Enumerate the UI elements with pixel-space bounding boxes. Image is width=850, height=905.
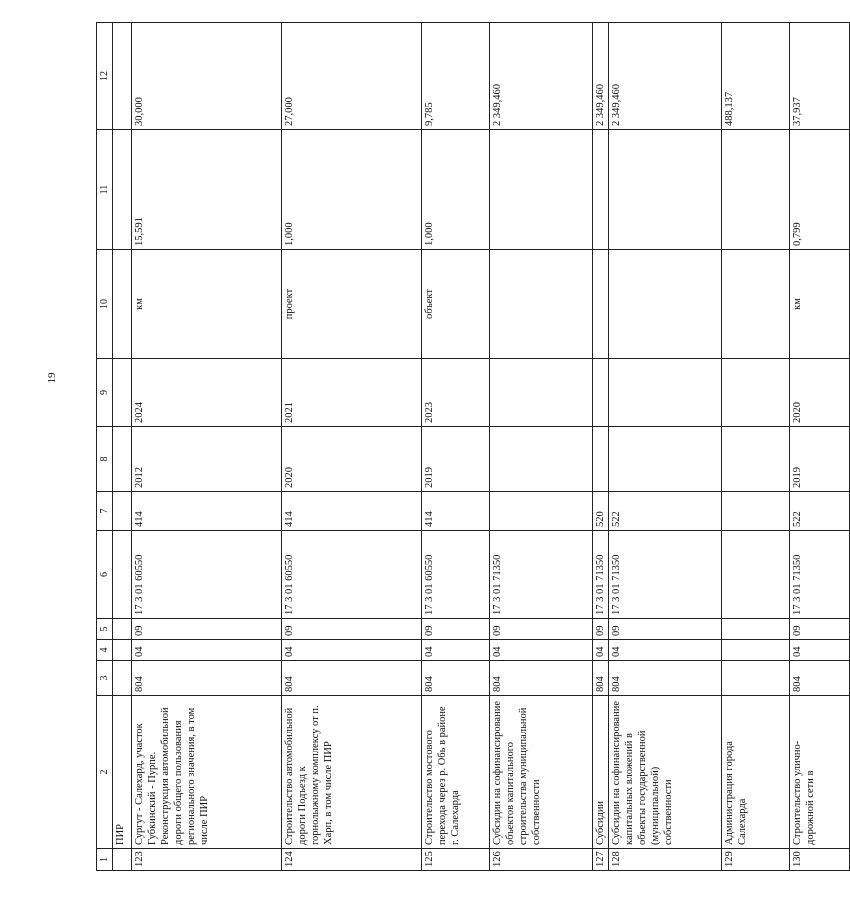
cell-no: 130 [790,849,850,871]
cell-vr: 414 [282,492,422,531]
cell-name: Субсидии на софинансирование объектов капитального строительства муниципальной собственности [490,696,593,849]
cell-vr [722,492,790,531]
rotated-page [96,23,816,871]
cell-start [593,427,609,492]
cell-start: 2019 [790,427,850,492]
cell-name: Сургут - Салехард, участок Губкинский - Пурпе. Реконструкция автомобильной дороги общего пользования регионального значения, в том числе ПИР [132,696,282,849]
cell-vr [490,492,593,531]
cell-rz [722,640,790,661]
cell-vr: 414 [422,492,490,531]
cell-end: 2024 [132,359,282,427]
cell-grbs: 804 [132,661,282,696]
cell-unit: объект [422,250,490,359]
table-row [132,23,282,871]
cell-rz: 04 [790,640,850,661]
cell-grbs: 804 [609,661,722,696]
cell-name: Строительство улично-дорожной сети в [790,696,850,849]
cell-start: 2020 [282,427,422,492]
cell-end [490,359,593,427]
col-header: 9 [97,359,113,427]
col-header: 11 [97,130,113,250]
cell-no: 126 [490,849,593,871]
cell-amount: 2 349,460 [593,23,609,130]
cell-amount: 2 349,460 [490,23,593,130]
cell-end [609,359,722,427]
cell-name: Субсидии [593,696,609,849]
cell-unit [490,250,593,359]
investment-table [96,22,850,871]
cell-capacity [593,130,609,250]
cell-grbs: 804 [790,661,850,696]
cell-rz: 04 [609,640,722,661]
cell-vr: 522 [609,492,722,531]
col-header: 2 [97,696,113,849]
col-header: 1 [97,849,113,871]
cell-amount: 27,000 [282,23,422,130]
cell-name: Строительство автомобильной дороги Подъезд к горнолыжному комплексу от п. Харп, в том числе ПИР [282,696,422,849]
col-header: 6 [97,531,113,619]
table-row [790,23,850,871]
cell-grbs: 804 [490,661,593,696]
table-row [722,23,790,871]
table-row [609,23,722,871]
cell-capacity [722,130,790,250]
cell-csr: 17 3 01 71350 [593,531,609,619]
cell-amount: 37,937 [790,23,850,130]
cell-unit [609,250,722,359]
continuation-row [113,23,132,871]
header-row [97,23,113,871]
cell-name: Строительство мостового перехода через р. Обь в районе г. Салехарда [422,696,490,849]
cell-unit: км [790,250,850,359]
cell-start: 2012 [132,427,282,492]
cell-grbs: 804 [593,661,609,696]
continuation-text: ПИР [113,696,132,849]
cell-capacity: 1,000 [282,130,422,250]
cell-rz: 04 [490,640,593,661]
col-header: 8 [97,427,113,492]
cell-unit: км [132,250,282,359]
cell-no: 128 [609,849,722,871]
page-number: 19 [46,372,58,384]
cell-rz: 04 [593,640,609,661]
cell-end [593,359,609,427]
col-header: 5 [97,619,113,640]
cell-start [490,427,593,492]
cell-pr: 09 [593,619,609,640]
cell-end: 2020 [790,359,850,427]
cell-vr: 522 [790,492,850,531]
table-row [282,23,422,871]
cell-unit [593,250,609,359]
col-header: 7 [97,492,113,531]
cell-amount: 9,785 [422,23,490,130]
cell-name: Субсидии на софинансирование капитальных вложений в объекты государственной (муниципальной) собственности [609,696,722,849]
col-header: 3 [97,661,113,696]
cell-rz: 04 [282,640,422,661]
cell-start: 2019 [422,427,490,492]
cell-unit: проект [282,250,422,359]
cell-unit [722,250,790,359]
table-row [490,23,593,871]
cell-rz: 04 [132,640,282,661]
cell-csr: 17 3 01 60550 [282,531,422,619]
cell-csr: 17 3 01 60550 [422,531,490,619]
cell-no: 127 [593,849,609,871]
cell-vr: 520 [593,492,609,531]
cell-no: 124 [282,849,422,871]
col-header: 4 [97,640,113,661]
cell-pr: 09 [790,619,850,640]
cell-start [722,427,790,492]
cell-rz: 04 [422,640,490,661]
cell-amount: 30,000 [132,23,282,130]
cell-no: 125 [422,849,490,871]
cell-csr: 17 3 01 60550 [132,531,282,619]
cell-pr: 09 [282,619,422,640]
col-header: 12 [97,23,113,130]
cell-name: Администрация города Салехарда [722,696,790,849]
cell-grbs [722,661,790,696]
cell-no: 123 [132,849,282,871]
cell-no: 129 [722,849,790,871]
table-row [593,23,609,871]
cell-capacity: 15,591 [132,130,282,250]
cell-vr: 414 [132,492,282,531]
col-header: 10 [97,250,113,359]
cell-grbs: 804 [422,661,490,696]
cell-csr [722,531,790,619]
cell-capacity [490,130,593,250]
table-row [422,23,490,871]
cell-pr: 09 [490,619,593,640]
cell-start [609,427,722,492]
cell-amount: 2 349,460 [609,23,722,130]
cell-pr [722,619,790,640]
cell-csr: 17 3 01 71350 [609,531,722,619]
cell-capacity: 1,000 [422,130,490,250]
cell-pr: 09 [422,619,490,640]
cell-end [722,359,790,427]
cell-capacity [609,130,722,250]
cell-capacity: 0,799 [790,130,850,250]
cell-amount: 488,137 [722,23,790,130]
cell-end: 2021 [282,359,422,427]
cell-pr: 09 [609,619,722,640]
cell-csr: 17 3 01 71350 [790,531,850,619]
cell-csr: 17 3 01 71350 [490,531,593,619]
cell-grbs: 804 [282,661,422,696]
cell-pr: 09 [132,619,282,640]
cell-end: 2023 [422,359,490,427]
